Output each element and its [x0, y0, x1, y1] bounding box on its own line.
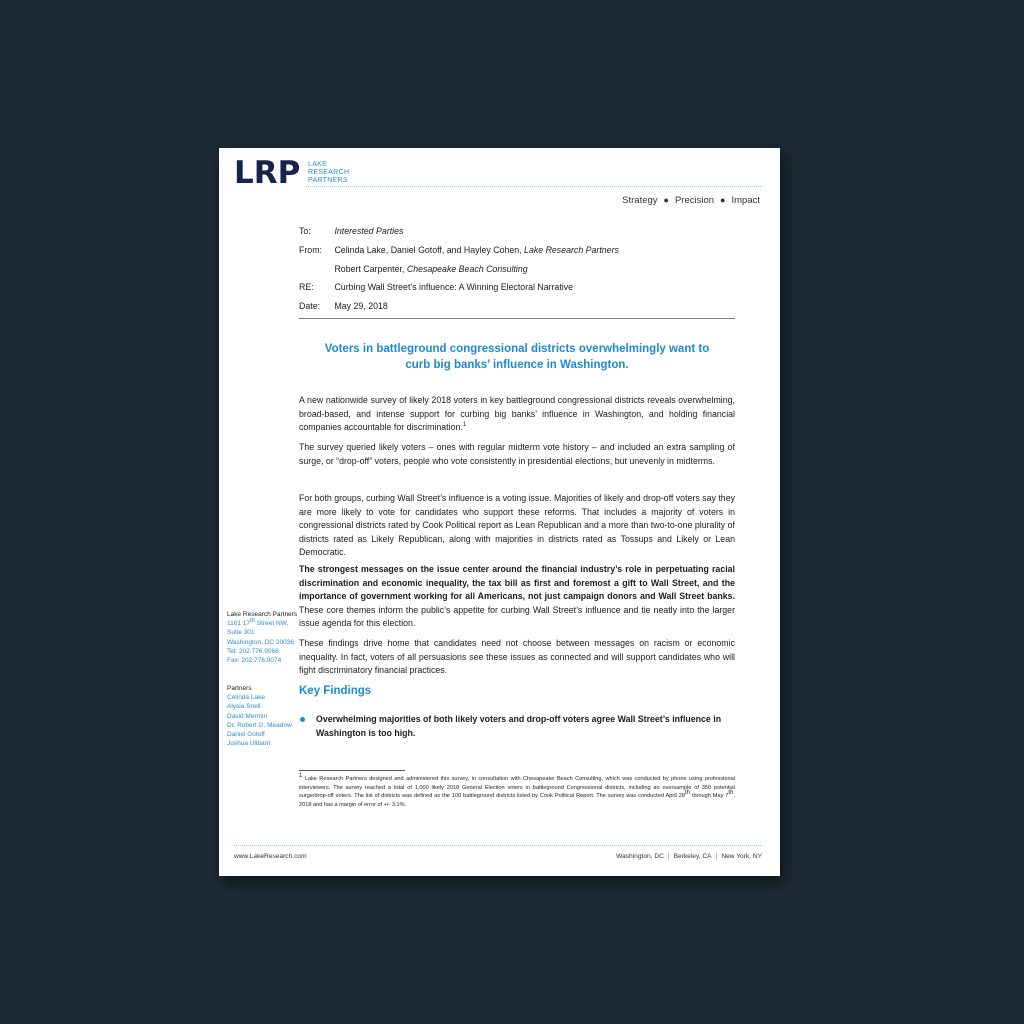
- sidebar-address: Suite 301: [227, 629, 255, 637]
- logo-mark: LRP: [234, 155, 301, 191]
- memo-re-value: Curbing Wall Street’s influence: A Winning Electoral Narrative: [334, 282, 574, 292]
- bullet-separator-icon: ●: [663, 195, 669, 205]
- bullet-icon: [300, 717, 305, 722]
- sidebar-fax: Fax: 202.776.9074: [227, 657, 282, 665]
- memo-from-row-2: [299, 264, 528, 274]
- memo-from-org: Lake Research Partners: [524, 245, 619, 255]
- sidebar-contact: [227, 610, 297, 665]
- memo-re-row: [299, 282, 573, 292]
- key-message-bold: The strongest messages on the issue center around the financial industry’s role in perpetuating racial discrimination and economic inequality, the tax bill as first and foremost a gift to Wall Street, and the importance of government working for all Americans, not just campaign donors and Wall Street banks.: [299, 564, 735, 601]
- logo-word: RESEARCH: [308, 169, 350, 176]
- memo-label: From:: [299, 245, 322, 255]
- office-location: Washington, DC: [616, 853, 664, 860]
- memo-from-org: Chesapeake Beach Consulting: [406, 264, 528, 274]
- memo-page: [219, 148, 780, 876]
- footer-divider: [234, 845, 761, 846]
- body-paragraph: A new nationwide survey of likely 2018 voters in key battleground congressional districts reveals overwhelming, broad-based, and intense support for curbing big banks’ influence in Washington, and holding financial companies accountable for discrimination.$^1$: [299, 395, 735, 432]
- partners-title: Partners: [227, 685, 252, 692]
- memo-divider: [299, 318, 735, 319]
- partner-name: David Mermin: [227, 712, 268, 720]
- memo-label: RE:: [299, 282, 314, 292]
- body-paragraph: The strongest messages on the issue center around the financial industry’s role in perpetuating racial discrimination and economic inequality, the tax bill as first and foremost a gift to Wall Street, and the importance of government working for all Americans, not just campaign donors and Wall Street banks. These core themes inform the public’s appetite for curbing Wall Street’s influence and tie neatly into the larger issue agenda for this election.: [299, 564, 735, 628]
- key-findings-heading: Key Findings: [299, 685, 372, 697]
- sidebar-address: Washington, DC 20036: [227, 638, 294, 646]
- memo-from-row: [299, 245, 619, 255]
- logo-word: LAKE: [308, 161, 328, 168]
- footnote-divider: [299, 770, 405, 771]
- partner-name: Dr. Robert G. Meadow: [227, 721, 292, 729]
- partner-name: Alysia Snell: [227, 703, 261, 711]
- body-paragraph: The survey queried likely voters – ones with regular midterm vote history – and included an extra sampling of surge, or “drop-off” voters, people who vote consistently in presidential elections, but unevenly in midterms.: [299, 442, 735, 466]
- partner-name: Joshua Ulibarri: [227, 740, 271, 748]
- key-finding-bullet: Overwhelming majorities of both likely voters and drop-off voters agree Wall Street’s influence in Washington is too high.: [316, 714, 722, 738]
- memo-date-value: May 29, 2018: [334, 301, 388, 311]
- sidebar-partners: [227, 684, 292, 748]
- headline-line: curb big banks’ influence in Washington.: [405, 359, 629, 371]
- header-divider: [306, 186, 761, 187]
- body-paragraph: These findings drive home that candidates need not choose between messages on racism or economic inequality. In fact, voters of all persuasions see these issues as connected and will support candidates who will fight discriminatory financial practices.: [299, 638, 735, 675]
- logo-word: PARTNERS: [308, 177, 348, 184]
- memo-to-value: Interested Parties: [334, 226, 404, 236]
- memo-to-row: [299, 226, 403, 236]
- body-paragraph: For both groups, curbing Wall Street’s influence is a voting issue. Majorities of likely and drop-off voters say they are more likely to vote for candidates who support these reforms. That includes a majority of voters in congressional districts rated by Cook Political report as Lean Republican and a more than two-to-one plurality of districts rated as Likely Republican, along with majorities in districts rated as Tossups and Likely or Lean Democratic.: [299, 493, 735, 557]
- tagline-word: Impact: [731, 195, 760, 206]
- memo-label: To:: [299, 226, 311, 236]
- partner-name: Daniel Gotoff: [227, 731, 265, 739]
- footnote-ref: 1: [462, 422, 467, 429]
- headline: [299, 341, 735, 373]
- tagline-word: Precision: [674, 195, 715, 206]
- sidebar-tel: Tel: 202.776.9066: [227, 647, 279, 655]
- sidebar-org: Lake Research Partners: [227, 611, 298, 618]
- memo-from-names: Celinda Lake, Daniel Gotoff, and Hayley Cohen,: [334, 245, 522, 255]
- memo-from-names: Robert Carpenter,: [334, 264, 405, 274]
- footer-url: www.LakeResearch.com: [234, 853, 307, 860]
- memo-label: Date:: [299, 301, 321, 311]
- office-location: Berkeley, CA: [673, 853, 712, 860]
- bullet-separator-icon: ●: [720, 195, 726, 205]
- logo-wordmark: [308, 161, 349, 185]
- office-location: New York, NY: [721, 853, 762, 860]
- tagline-word: Strategy: [622, 195, 658, 206]
- partner-name: Celinda Lake: [227, 694, 265, 702]
- headline-line: Voters in battleground congressional districts overwhelmingly want to: [324, 343, 710, 355]
- footer-offices: Washington, DC | Berkeley, CA | New York, NY: [616, 853, 762, 860]
- footnote: $^1$ Lake Research Partners designed and administered this survey, in consultation with Chesapeake Beach Consulting, which was conducted by phone using professional interviewers. The survey reached a total of 1,000 likely 2018 General Election voters in battleground Congressional districts, including an oversample of 350 potential surge/drop-off voters. The list of districts was defined as the 100 battleground districts listed by Cook Political Report. The survey was conducted April 28th through May 7th, 2018 and has a margin of error of +/- 3.1%.: [299, 773, 735, 808]
- memo-date-row: [299, 301, 388, 311]
- tagline: [622, 195, 760, 206]
- sidebar-address: 1101 17th Street NW,: [227, 618, 289, 628]
